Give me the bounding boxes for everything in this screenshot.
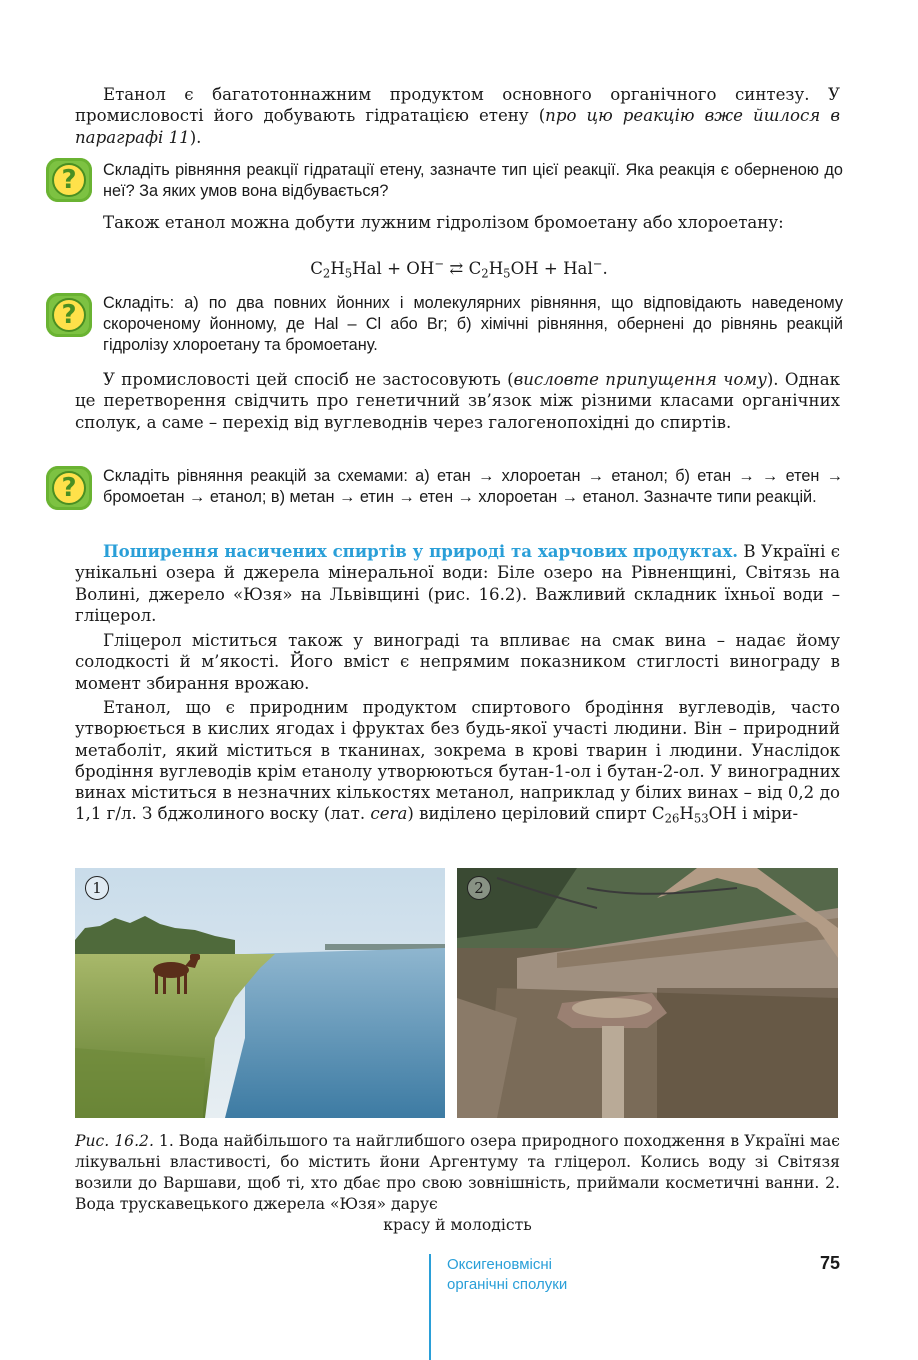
question-text: Складіть рівняння реакції гідратації етену, зазначте тип цієї реакції. Яка реакція є оберненою до неї? За яких умов вона відбувається? xyxy=(103,161,843,200)
figure-caption-last-line: красу й молодість xyxy=(383,1216,532,1234)
figure-caption: Рис. 16.2. 1. Вода найбільшого та найглибшого озера природного походження в Україні має лікувальні властивості, бо містить йони Аргентуму та гліцерол. Колись воду зі Світязя возили до Варшави, щоб ті, хто дбає про свою зовнішність, приймали косметичні ванни. 2. Вода трускавецького джерела «Юзя» дарує xyxy=(75,1132,840,1213)
reversible-arrow: ⇄ xyxy=(449,259,464,278)
caption-label: Рис. 16.2. xyxy=(75,1132,154,1150)
footer-section-title: Оксигеновмісні органічні сполуки xyxy=(447,1256,568,1293)
footer-divider xyxy=(429,1254,431,1360)
figure-number-2: 2 xyxy=(467,876,491,900)
question-text: Складіть: а) по два повних йонних і молекулярних рівняння, що відповідають наведеному скороченому йонному, де Hal – Cl або Br; б) хімічні рівняння, обернені до рівнянь реакцій гідролізу хлороетану та бромоетану. xyxy=(103,294,843,354)
paragraph-ethanol-natural: Етанол, що є природним продуктом спиртового бродіння вуглеводів, часто утворюється в кислих ягодах і фруктах без будь-якої участі людини. Він – природний метаболіт, який міститься в тканинах, зокрема в крові тварин і людини. Унаслідок бродіння вуглеводів крім етанолу утворюються бутан-1-ол і бутан-2-ол. У виноградних винах міститься в незначних кількостях метанол, наприклад у білих винах – від 0,2 до 1,1 г/л. З бджолиного воску (лат. cera) виділено церіловий спирт $C_{26}H_{53}OH$ і міри- xyxy=(75,698,840,826)
paragraph-glycerol-grapes: Гліцерол міститься також у винограді та впливає на смак вина – надає йому солодкості й м’якості. Його вміст є непрямим показником стиглості винограду в момент збирання врожаю. xyxy=(75,631,840,693)
question-mark-icon: ? xyxy=(46,158,92,202)
paragraph-genetic-link: У промисловості цей спосіб не застосовують (висловте припущення чому). Однак це перетворення свідчить про генетичний зв’язок між різними класами органічних сполук, а саме – перехід від вуглеводнів через галогенопохідні до спиртів. xyxy=(75,370,841,432)
paragraph-ethanol-synthesis: Етанол є багатотоннажним продуктом основного органічного синтезу. У промисловості його добувають гідратацією етену (про цю реакцію вже йшлося в параграфі 11). xyxy=(75,85,840,147)
section-heading: Поширення насичених спиртів у природі та харчових продуктах. xyxy=(103,541,739,561)
lake-photo xyxy=(75,868,445,1118)
paragraph-hydrolysis: Також етанол можна добути лужним гідролізом бромоетану або хлороетану: xyxy=(103,213,784,232)
question-text: Складіть рівняння реакцій за схемами: а) етан → хлороетан → етанол; б) етан → → етен → бромоетан → етанол; в) метан → етин → етен → хлороетан → етанол. Зазначте типи реакцій. xyxy=(103,467,843,506)
spring-photo xyxy=(457,868,838,1118)
page-number: 75 xyxy=(819,1253,840,1273)
question-mark-icon: ? xyxy=(46,466,92,510)
question-mark-icon: ? xyxy=(46,293,92,337)
reaction-equation: $C_2H_5Hal + OH^-$ ⇄ $C_2H_5OH + Hal^-$. xyxy=(310,256,608,281)
figure-number-1: 1 xyxy=(85,876,109,900)
paragraph-nature-spread: Поширення насичених спиртів у природі та харчових продуктах. В Україні є унікальні озера й джерела мінеральної води: Біле озеро на Рівненщині, Світязь на Волині, джерело «Юзя» на Львівщині (рис. 16.2). Важливий складник їхньої води – гліцерол. xyxy=(75,541,840,625)
